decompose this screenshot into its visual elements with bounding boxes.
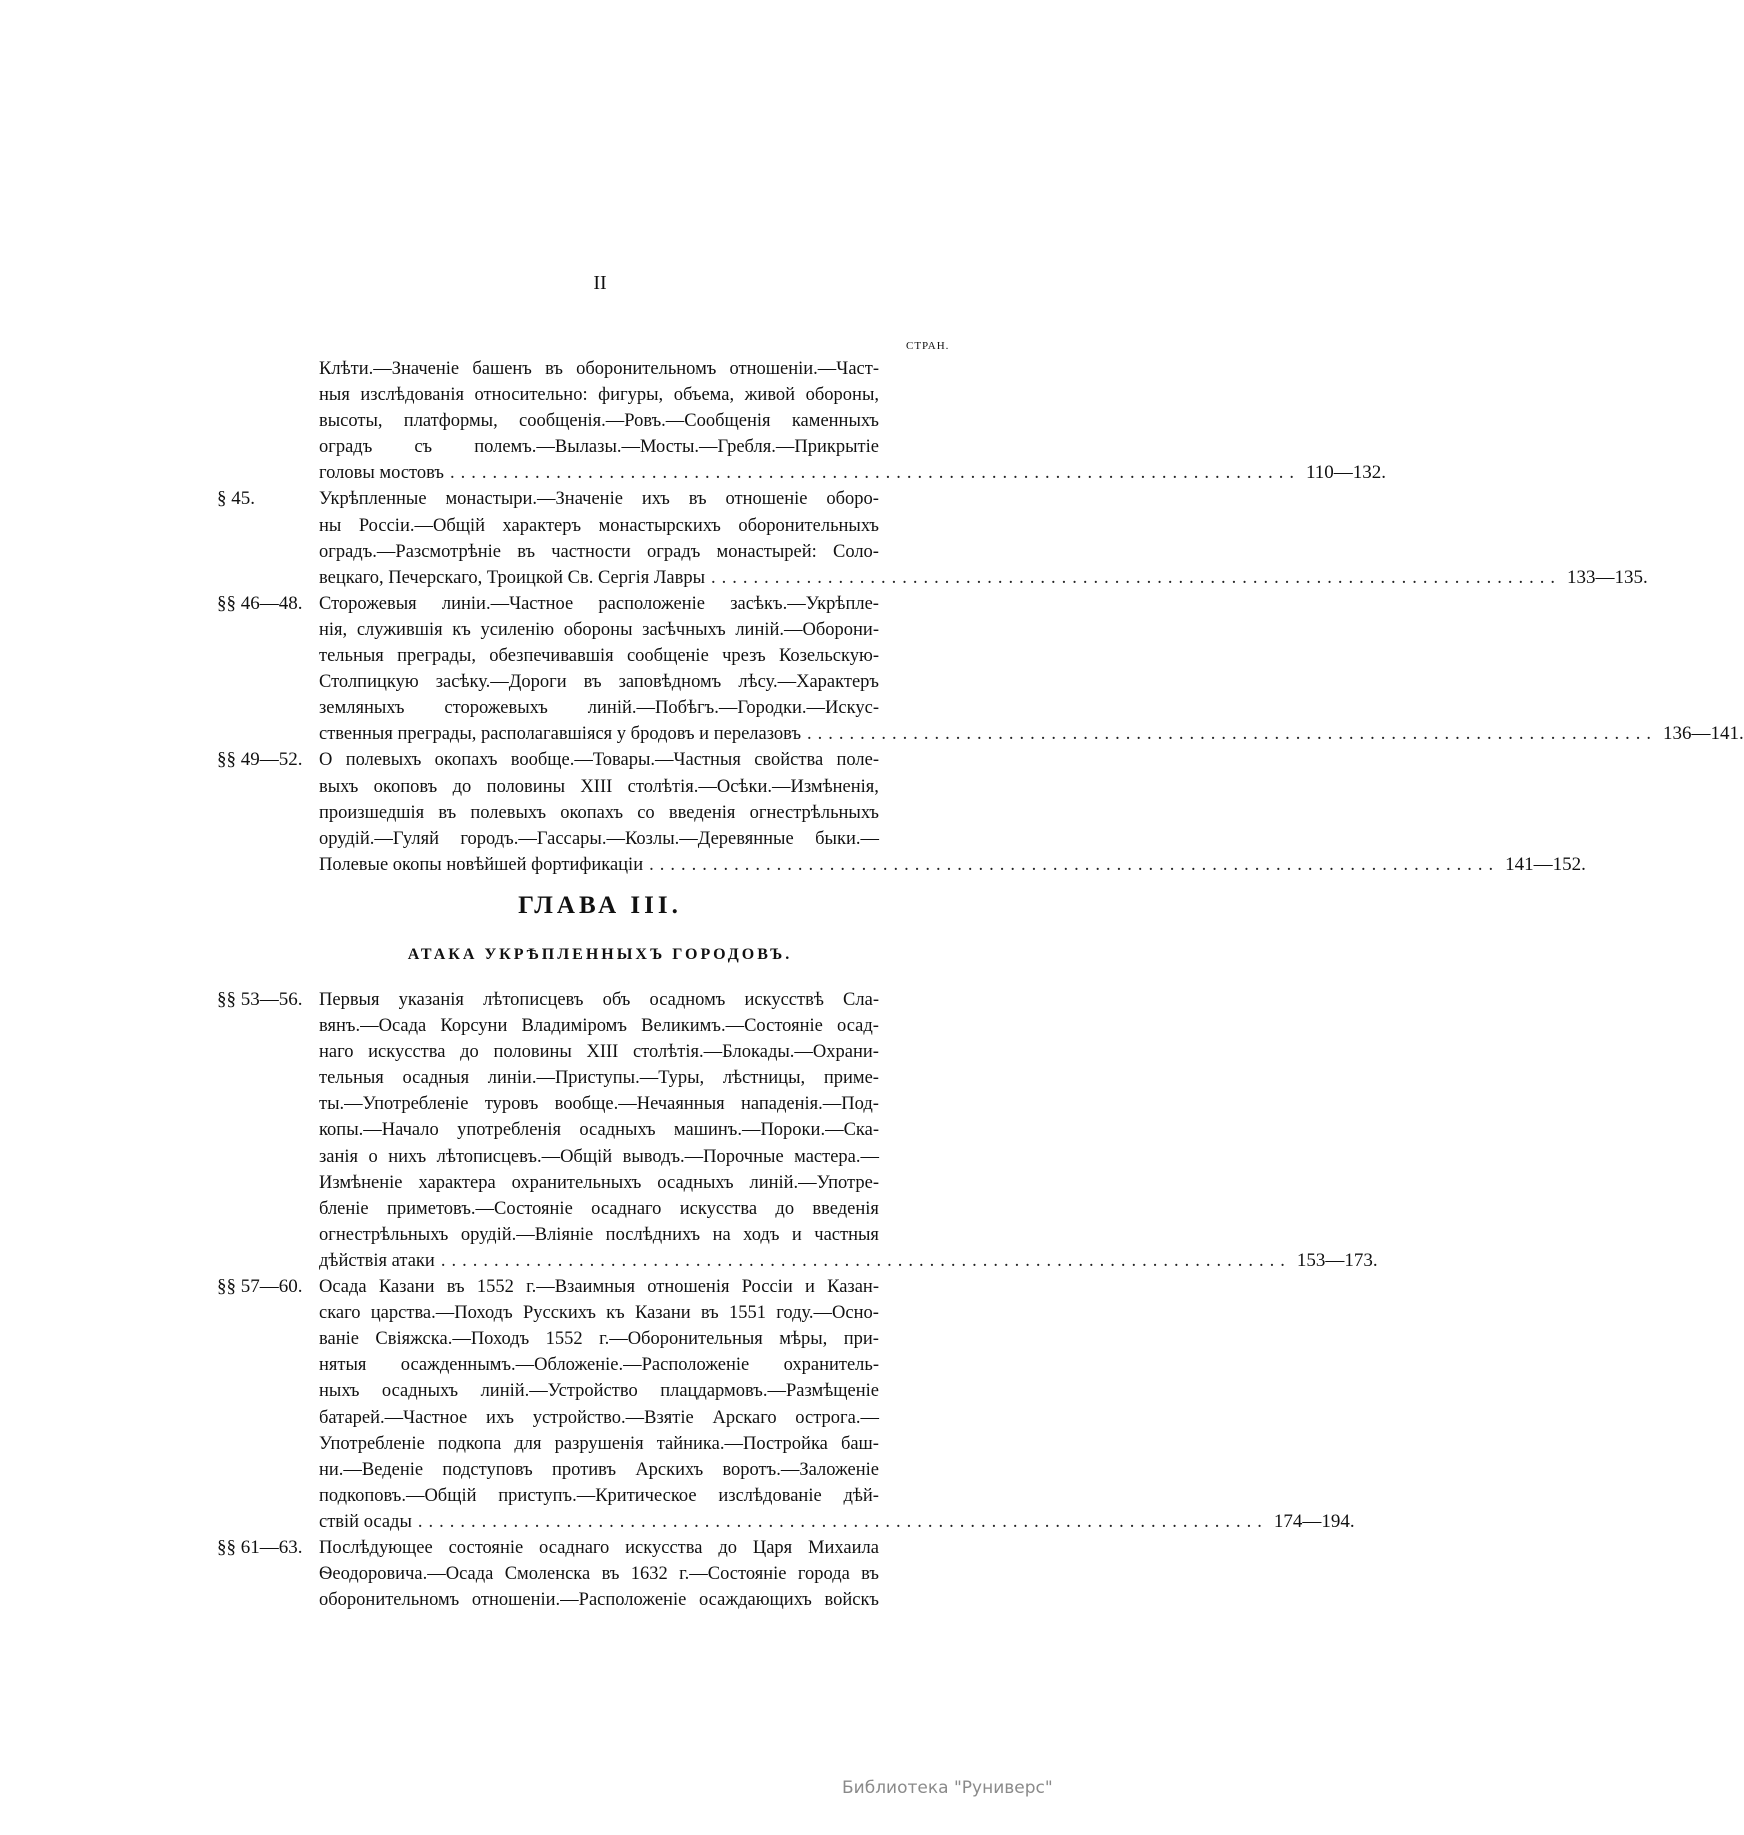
entry-line: копы.—Начало употребленія осадныхъ машинъ.—Пороки.—Ска-	[319, 1120, 879, 1141]
chapter-subtitle: АТАКА УКРѢПЛЕННЫХЪ ГОРОДОВЪ.	[407, 946, 793, 963]
entry-last-line	[319, 1509, 1355, 1535]
entry-line: выхъ окоповъ до половины XIII столѣтія.—Осѣки.—Измѣненія,	[319, 776, 879, 797]
entry-line: оградъ.—Разсмотрѣніе въ частности оградъ монастырей: Соло-	[319, 541, 879, 562]
library-watermark: Библиотека "Руниверс"	[842, 1778, 1053, 1798]
toc-section-chapter-2	[0, 356, 1744, 878]
entry-line: орудій.—Гуляй городъ.—Гассары.—Козлы.—Деревянные быки.—	[319, 828, 879, 849]
dot-leader: ................................................................................	[649, 854, 1500, 875]
page-number: II	[593, 272, 607, 294]
toc-entry	[0, 747, 1586, 877]
page-range: 110—132.	[1305, 462, 1387, 484]
toc-entry	[0, 486, 1648, 590]
entry-line: ныхъ осадныхъ линій.—Устройство плацдармовъ.—Размѣщеніе	[319, 1381, 879, 1402]
entry-line: ныя изслѣдованія относительно: фигуры, объема, живой обороны,	[319, 385, 879, 406]
section-number: §§ 49—52.	[217, 749, 303, 771]
entry-line: оборонительномъ отношеніи.—Расположеніе осаждающихъ войскъ	[319, 1590, 879, 1611]
entry-line: ваніе Свіяжска.—Походъ 1552 г.—Оборонительныя мѣры, при-	[319, 1329, 879, 1350]
section-number: §§ 57—60.	[217, 1276, 303, 1298]
entry-line: батарей.—Частное ихъ устройство.—Взятіе Арскаго острога.—	[319, 1407, 879, 1428]
entry-line: Осада Казани въ 1552 г.—Взаимныя отношенія Россіи и Казан-	[319, 1277, 879, 1298]
section-number: § 45.	[217, 488, 255, 510]
dot-leader: ................................................................................	[440, 1250, 1291, 1271]
entry-line: вецкаго, Печерскаго, Троицкой Св. Сергія Лавры	[319, 567, 706, 588]
chapter-title: ГЛАВА III.	[518, 892, 682, 919]
page-range: 174—194.	[1273, 1510, 1355, 1532]
entry-line: скаго царства.—Походъ Русскихъ къ Казани въ 1551 году.—Осно-	[319, 1303, 879, 1324]
toc-entry	[0, 987, 1378, 1274]
entry-line: занія о нихъ лѣтописцевъ.—Общій выводъ.—Порочные мастера.—	[319, 1146, 879, 1167]
dot-leader: ................................................................................	[449, 463, 1300, 484]
entry-line: нятыя осажденнымъ.—Обложеніе.—Расположеніе охранитель-	[319, 1355, 879, 1376]
dot-leader: ................................................................................	[417, 1511, 1268, 1532]
entry-line: Послѣдующее состояніе осаднаго искусства до Царя Михаила	[319, 1537, 879, 1558]
entry-line: Столпицкую засѣку.—Дороги въ заповѣдномъ лѣсу.—Характеръ	[319, 672, 879, 693]
entry-line: Клѣти.—Значеніе башенъ въ оборонительномъ отношеніи.—Част-	[319, 359, 879, 379]
entry-line: нія, служившія къ усиленію обороны засѣчныхъ линій.—Оборони-	[319, 619, 879, 640]
entry-line: Сторожевыя линіи.—Частное расположеніе засѣкъ.—Укрѣпле-	[319, 593, 879, 614]
entry-line: головы мостовъ	[319, 463, 444, 484]
entry-line: Ѳеодоровича.—Осада Смоленска въ 1632 г.—Состояніе города въ	[319, 1564, 879, 1585]
entry-last-line	[319, 852, 1586, 878]
page-range: 141—152.	[1505, 853, 1586, 875]
entry-line: дѣйствія атаки	[319, 1250, 435, 1271]
entry-line: наго искусства до половины XIII столѣтія.—Блокады.—Охрани-	[319, 1042, 879, 1063]
entry-line: Употребленіе подкопа для разрушенія тайника.—Постройка баш-	[319, 1433, 879, 1454]
section-number: §§ 46—48.	[217, 592, 303, 614]
entry-line: высоты, платформы, сообщенія.—Ровъ.—Сообщенія каменныхъ	[319, 411, 879, 432]
toc-section-chapter-3	[0, 987, 1378, 1613]
toc-entry	[0, 1535, 1200, 1613]
entry-line: тельныя осадныя линіи.—Приступы.—Туры, лѣстницы, приме-	[319, 1068, 879, 1089]
page-range: 133—135.	[1567, 566, 1648, 588]
dot-leader: ................................................................................	[711, 567, 1562, 588]
section-number: §§ 61—63.	[217, 1536, 303, 1558]
entry-last-line	[319, 721, 1744, 747]
entry-line: ни.—Веденіе подступовъ противъ Арскихъ воротъ.—Заложеніе	[319, 1459, 879, 1480]
dot-leader: ................................................................................	[807, 724, 1658, 745]
entry-line: ственныя преграды, располагавшіяся у бродовъ и перелазовъ	[319, 724, 802, 745]
entry-last-line	[319, 1248, 1378, 1274]
entry-line: произшедшія въ полевыхъ окопахъ со введенія огнестрѣльныхъ	[319, 802, 879, 823]
section-number: §§ 53—56.	[217, 989, 303, 1010]
entry-line: оградъ съ полемъ.—Вылазы.—Мосты.—Гребля.—Прикрытіе	[319, 437, 879, 458]
entry-line: О полевыхъ окопахъ вообще.—Товары.—Частныя свойства поле-	[319, 750, 879, 771]
toc-entry	[0, 356, 1387, 486]
entry-line: вянъ.—Осада Корсуни Владиміромъ Великимъ.—Состояніе осад-	[319, 1016, 879, 1037]
page-range: 153—173.	[1296, 1249, 1378, 1271]
pages-column-header: СТРАН.	[906, 340, 950, 352]
entry-line: подкоповъ.—Общій приступъ.—Критическое изслѣдованіе дѣй-	[319, 1485, 879, 1506]
page-range: 136—141.	[1663, 723, 1744, 745]
entry-line: тельныя преграды, обезпечивавшія сообщеніе чрезъ Козельскую-	[319, 646, 879, 667]
toc-entry	[0, 591, 1744, 748]
entry-line: Полевые окопы новѣйшей фортификаціи	[319, 854, 644, 875]
entry-line: бленіе приметовъ.—Состояніе осаднаго искусства до введенія	[319, 1198, 879, 1219]
entry-line: Укрѣпленные монастыри.—Значеніе ихъ въ отношеніе оборо-	[319, 489, 879, 510]
entry-line: Измѣненіе характера охранительныхъ осадныхъ линій.—Употре-	[319, 1172, 879, 1193]
entry-line: ты.—Употребленіе туровъ вообще.—Нечаянныя нападенія.—Под-	[319, 1094, 879, 1115]
entry-line: Первыя указанія лѣтописцевъ объ осадномъ искусствѣ Сла-	[319, 990, 879, 1010]
entry-last-line	[319, 460, 1387, 486]
entry-line: огнестрѣльныхъ орудій.—Вліяніе послѣднихъ на ходъ и частныя	[319, 1224, 879, 1245]
entry-last-line	[319, 565, 1648, 591]
toc-entry	[0, 1274, 1355, 1535]
entry-line: ны Россіи.—Общій характеръ монастырскихъ оборонительныхъ	[319, 515, 879, 536]
entry-line: ствій осады	[319, 1511, 412, 1532]
entry-line: земляныхъ сторожевыхъ линій.—Побѣгъ.—Городки.—Искус-	[319, 698, 879, 719]
